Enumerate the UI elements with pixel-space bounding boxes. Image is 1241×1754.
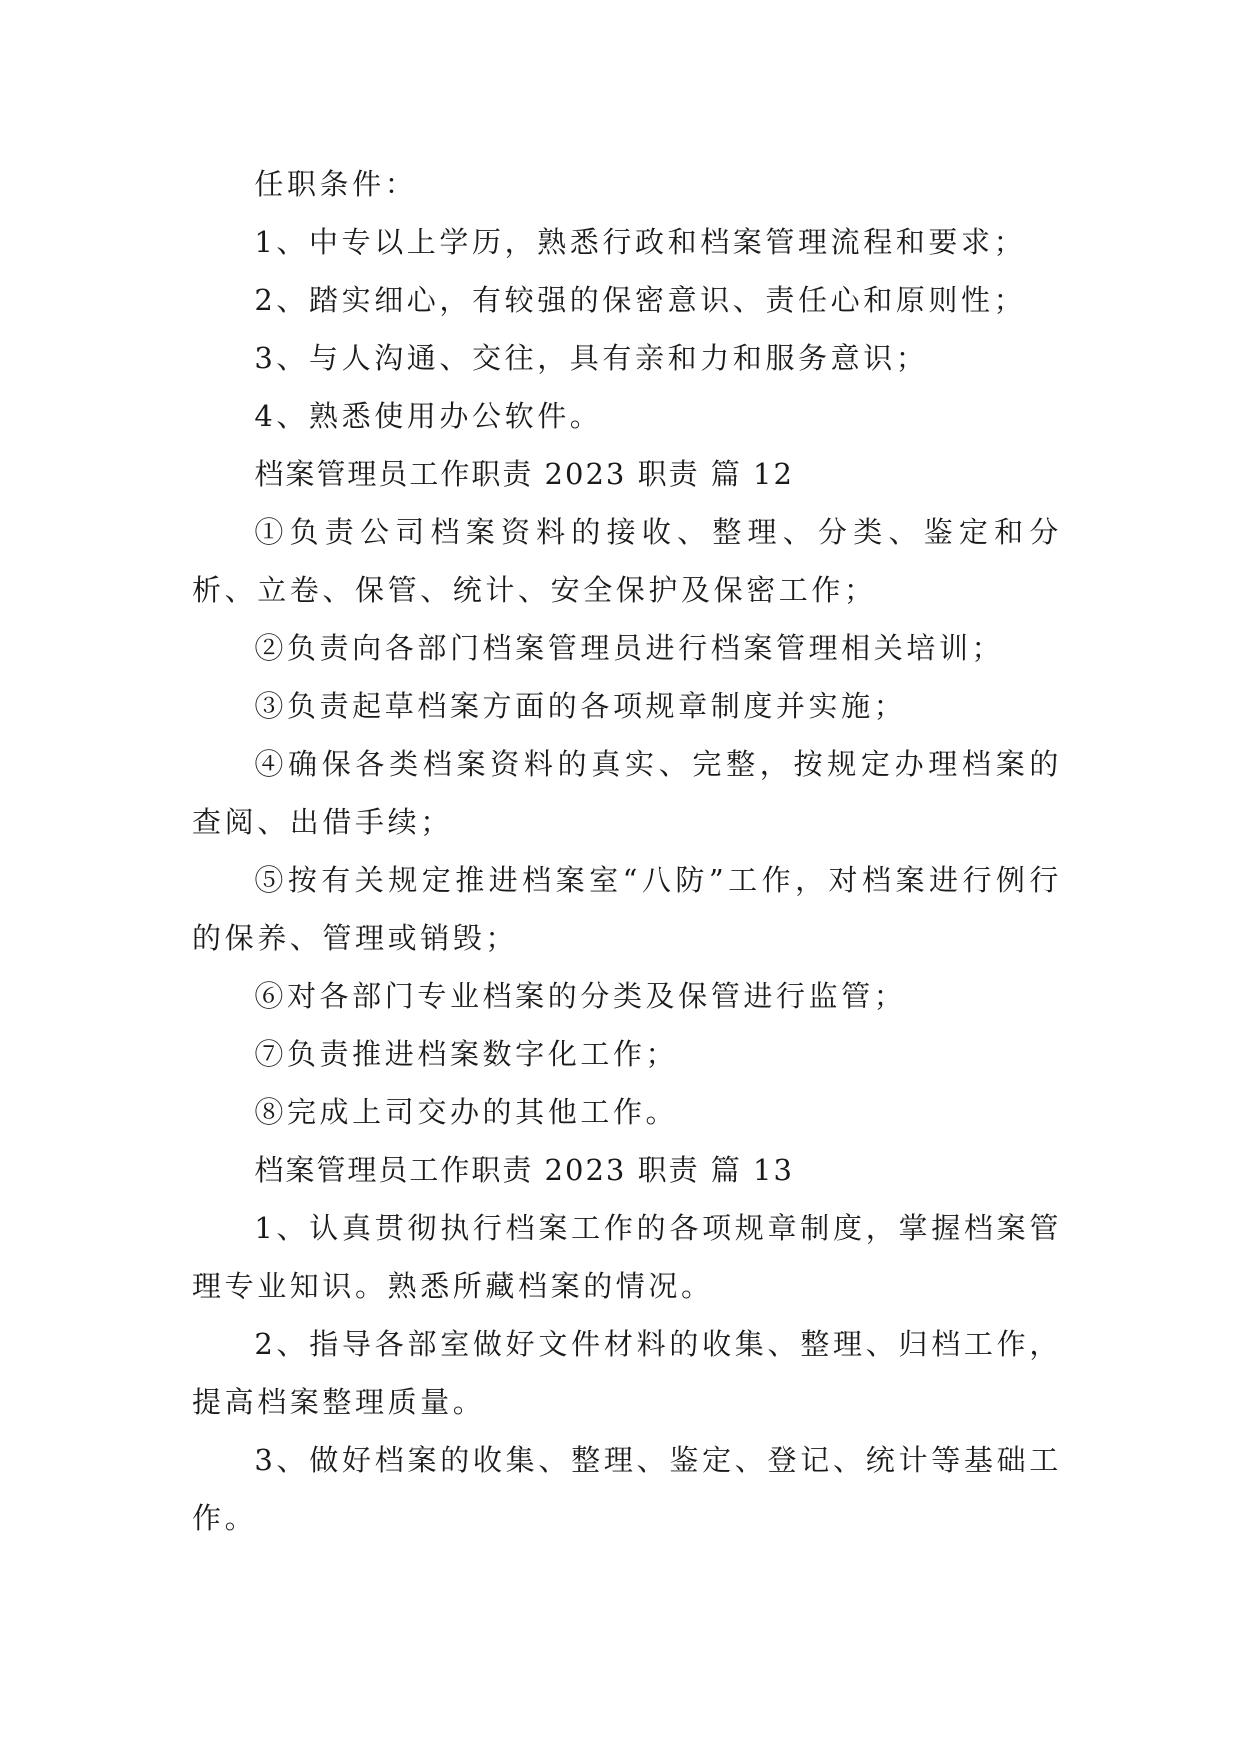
duty-item: 3、做好档案的收集、整理、鉴定、登记、统计等基础工作。 (192, 1443, 1062, 1535)
requirement-item: 4、熟悉使用办公软件。 (254, 399, 603, 433)
duty-item: ⑦负责推进档案数字化工作； (254, 1037, 679, 1071)
duty-item: 1、认真贯彻执行档案工作的各项规章制度，掌握档案管理专业知识。熟悉所藏档案的情况。 (192, 1211, 1062, 1303)
requirements-heading: 任职条件： (254, 167, 418, 201)
duty-item: ③负责起草档案方面的各项规章制度并实施； (254, 689, 907, 723)
requirement-item: 1、中专以上学历，熟悉行政和档案管理流程和要求； (254, 225, 1027, 259)
requirement-item: 2、踏实细心，有较强的保密意识、责任心和原则性； (254, 283, 1027, 317)
requirement-item: 3、与人沟通、交往，具有亲和力和服务意识； (254, 341, 929, 375)
duty-item: ⑥对各部门专业档案的分类及保管进行监管； (254, 979, 907, 1013)
duty-item: ⑤按有关规定推进档案室“八防”工作，对档案进行例行的保养、管理或销毁； (192, 863, 1062, 955)
document-body (192, 155, 1062, 1547)
section-heading: 档案管理员工作职责 2023 职责 篇 13 (254, 1153, 794, 1187)
duty-item: ④确保各类档案资料的真实、完整，按规定办理档案的查阅、出借手续； (192, 747, 1062, 839)
duty-item: ⑧完成上司交办的其他工作。 (254, 1095, 679, 1129)
duty-item: 2、指导各部室做好文件材料的收集、整理、归档工作，提高档案整理质量。 (192, 1327, 1062, 1419)
duty-item: ②负责向各部门档案管理员进行档案管理相关培训； (254, 631, 1005, 665)
duty-item: ①负责公司档案资料的接收、整理、分类、鉴定和分析、立卷、保管、统计、安全保护及保密工作； (192, 515, 1062, 607)
section-heading: 档案管理员工作职责 2023 职责 篇 12 (254, 457, 794, 491)
